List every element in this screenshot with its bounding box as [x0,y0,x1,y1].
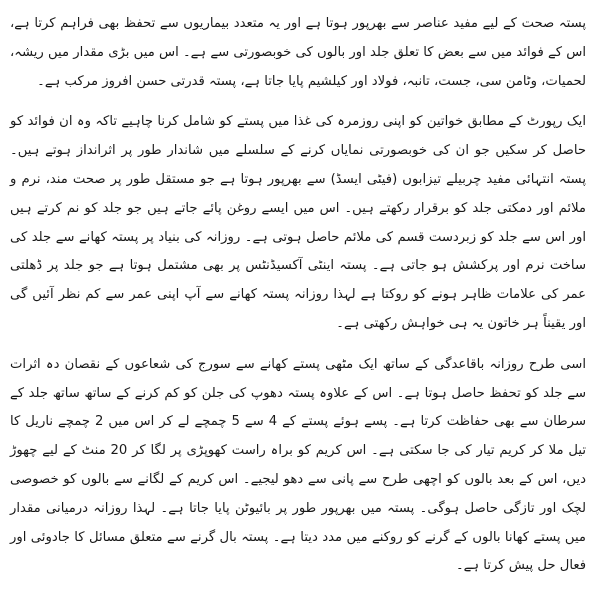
paragraph-sun-and-hair: اسی طرح روزانہ باقاعدگی کے ساتھ ایک مٹھی پستے کھانے سے سورج کی شعاعوں کے نقصان دہ اثرات سے جلد کو تحفظ حاصل ہوتا ہے۔ اس کے علاوہ پستہ دھوپ کی جلن کو کم کرنے کے ساتھ ساتھ جلد کے سرطان سے بھی حفاظت کرتا ہے۔ پسے ہوئے پستے کے 4 سے 5 چمچے لے کر اس میں 2 چمچے ناریل کا تیل ملا کر کریم تیار کی جا سکتی ہے۔ اس کریم کو براہ راست کھوپڑی پر لگا کر 20 منٹ کے لیے چھوڑ دیں، اس کے بعد بالوں کو اچھی طرح سے پانی سے دھو لیجیے۔ اس کریم کے لگانے سے بالوں کو خصوصی لچک اور تازگی حاصل ہوگی۔ پستہ میں بھرپور طور پر بائیوٹن پایا جاتا ہے۔ لہذا روزانہ درمیانی مقدار میں پستے کھانا بالوں کے گرنے کو روکنے میں مدد دیتا ہے۔ پستہ بال گرنے سے متعلق مسائل کا جادوئی اور فعال حل پیش کرتا ہے۔ [10,356,587,574]
paragraph-skin-benefits: ایک رپورٹ کے مطابق خواتین کو اپنی روزمرہ کی غذا میں پستے کو شامل کرنا چاہیے تاکہ وہ ان فوائد کو حاصل کر سکیں جو ان کی خوبصورتی نمایاں کرنے کے سلسلے میں شاندار طور پر اثرانداز ہوتے ہیں۔ پستہ انتہائی مفید چربیلے تیزابوں (فیٹی ایسڈ) سے بھرپور ہوتا ہے جو مستقل طور پر صحت مند، نرم و ملائم اور دمکتی جلد کو برقرار رکھتے ہیں۔ اس میں ایسے روغن پائے جاتے ہیں جو جلد کو نم کرتے ہیں اور اس سے جلد کو زبردست قسم کی ملائم حاصل ہوتی ہے۔ روزانہ کی بنیاد پر پستہ کھانے سے جلد کی ساخت نرم اور پرکشش ہو جاتی ہے۔ پستہ اینٹی آکسیڈنٹس پر بھی مشتمل ہوتا ہے جو جلد پر ڈھلتی عمر کی علامات ظاہر ہونے کو روکتا ہے لہذا روزانہ پستہ کھانے سے آپ اپنی عمر سے کم نظر آئیں گی اور یقیناً ہر خاتون یہ ہی خواہش رکھتی ہے۔ [10,114,586,331]
paragraph-intro: پستہ صحت کے لیے مفید عناصر سے بھرپور ہوتا ہے اور یہ متعدد بیماریوں سے تحفظ بھی فراہم کرتا ہے، اس کے فوائد میں سے بعض کا تعلق جلد اور بالوں کی خوبصورتی سے ہے۔ اس میں بڑی مقدار میں ریشہ، لحمیات، وٹامن سی، جست، تانبہ، فولاد اور کیلشیم پایا جاتا ہے، پستہ قدرتی حسن افروز مرکب ہے۔ [10,16,586,89]
